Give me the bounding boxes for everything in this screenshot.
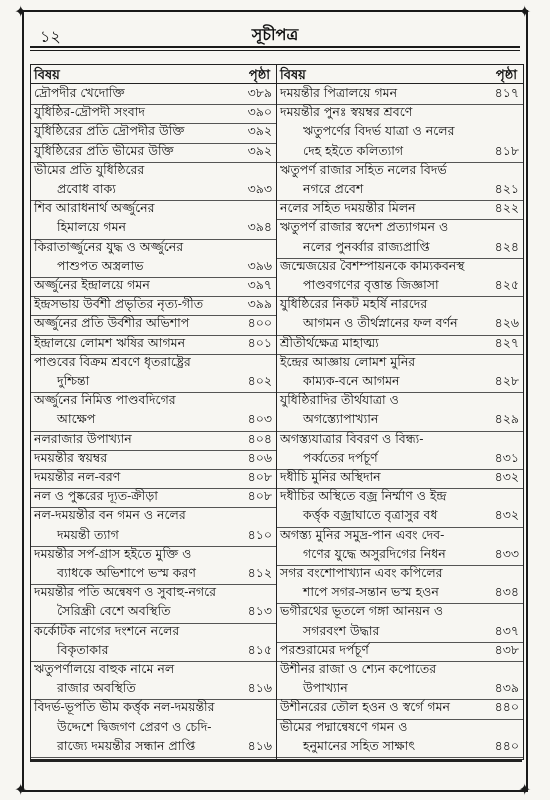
entry-page-number: ৪০৬	[247, 449, 272, 465]
contents-entry	[277, 315, 523, 335]
contents-entry	[277, 584, 523, 604]
entry-title: শাপে সগর-সন্তান ভস্ম হওন	[303, 584, 439, 600]
entry-page-number: ৪০১	[247, 334, 272, 350]
contents-entry	[31, 642, 276, 662]
entry-title: নল-দময়ন্তীর বন গমন ও নলের	[34, 507, 186, 523]
contents-entry	[31, 738, 276, 758]
contents-entry	[31, 680, 276, 700]
entry-title: কিরাতার্জ্জুনের যুদ্ধ ও অর্জ্জুনের	[34, 238, 184, 254]
contents-entry	[277, 661, 523, 680]
entry-page-number: ৩৯৭	[247, 277, 272, 292]
contents-entry	[277, 239, 523, 259]
entry-title: যুধিষ্ঠিরের প্রতি ভীমের উক্তি	[34, 142, 174, 158]
contents-entry	[31, 258, 276, 278]
contents-entry	[277, 527, 523, 546]
entry-title: ঋতুপর্ণালয়ে বাহুক নামে নল	[34, 661, 175, 676]
entry-title: পরশুরামের দর্পচূর্ণ	[280, 641, 369, 657]
entry-page-number: ৪১৭	[494, 85, 519, 100]
entry-title: নলের পুনর্ব্বার রাজ্যপ্রাপ্তি	[303, 238, 430, 254]
topic-header: বিষয়	[280, 68, 306, 83]
contents-entry	[277, 258, 523, 277]
contents-entry	[277, 431, 523, 450]
corner-ornament-bottom-left: ✦	[14, 780, 28, 799]
entry-title: অর্জ্জুনের প্রতি উর্বশীর অভিশাপ	[34, 315, 190, 331]
entry-title: দধীচির অস্থিতে বজ্র নির্ম্মাণ ও ইন্দ্র	[280, 488, 447, 504]
contents-entry	[277, 507, 523, 527]
entry-title: গণের যুদ্ধে অসুরদিগের নিধন	[303, 545, 446, 561]
contents-entry	[277, 603, 523, 622]
contents-entry	[277, 699, 523, 719]
contents-entry	[277, 181, 523, 201]
entry-page-number: ৪২৭	[494, 334, 519, 350]
contents-table	[30, 64, 524, 760]
entry-title: শিব আরাধনার্থ অর্জ্জুনের	[34, 200, 155, 216]
contents-entry	[277, 373, 523, 393]
contents-entry	[277, 642, 523, 662]
entry-page-number: ৪০৮	[247, 488, 272, 504]
entry-page-number: ৩৯০	[247, 104, 272, 120]
contents-entry	[277, 123, 523, 142]
contents-entry	[31, 373, 276, 393]
contents-entry	[31, 699, 276, 718]
right-column-header	[277, 65, 523, 84]
contents-entry	[277, 546, 523, 566]
entry-title: অর্জ্জুনের ইন্দ্রালয়ে গমন	[34, 277, 150, 292]
topic-header: বিষয়	[34, 68, 60, 83]
left-column-header	[31, 65, 276, 84]
entry-title: নলরাজার উপাখ্যান	[34, 430, 132, 446]
contents-entry	[31, 431, 276, 451]
entry-title: দময়ন্তীর পিত্রালয়ে গমন	[280, 85, 398, 100]
entry-page-number: ৪০২	[247, 373, 272, 388]
entry-title: দময়ন্তী ত্যাগ	[57, 526, 119, 542]
contents-entry	[277, 200, 523, 220]
entry-page-number: ৪৪০	[494, 737, 519, 753]
contents-entry	[31, 219, 276, 239]
page-number: ১২	[40, 27, 61, 46]
page-title: সূচীপত্র	[251, 25, 299, 44]
entry-page-number: ৪৩৪	[494, 584, 519, 600]
entry-title: দেহ হইতে কলিত্যাগ	[303, 142, 404, 158]
entry-page-number: ৪৪০	[494, 699, 519, 715]
entry-title: দময়ন্তীর স্বয়ম্বর	[34, 449, 108, 465]
entry-title: নগরে প্রবেশ	[303, 181, 364, 196]
contents-entry	[31, 104, 276, 124]
contents-entry	[31, 546, 276, 565]
entry-title: কাম্যক-বনে আগমন	[303, 373, 400, 388]
entry-title: অর্জ্জুনের নিমিত্ত পাণ্ডবদিগের	[34, 392, 176, 408]
entry-page-number: ৪৩২	[494, 507, 519, 523]
contents-entry	[277, 277, 523, 297]
contents-entry	[31, 162, 276, 181]
contents-entry	[277, 623, 523, 643]
contents-entry	[277, 392, 523, 411]
contents-entry	[277, 143, 523, 163]
entry-page-number: ৪১০	[247, 526, 272, 542]
entry-page-number: ৪৩১	[494, 449, 519, 465]
entry-page-number: ৪৩৯	[494, 680, 519, 696]
contents-entry	[277, 162, 523, 181]
entry-title: দময়ন্তীর পুনঃ স্বয়ম্বর শ্রবণে	[280, 104, 413, 120]
corner-ornament-bottom-right: ✦	[518, 780, 532, 799]
corner-ornament-top-right: ✦	[518, 2, 532, 21]
entry-title: ভগীরথের ভূতলে গঙ্গা আনয়ন ও	[280, 603, 444, 619]
contents-entry	[31, 277, 276, 297]
contents-entry	[277, 488, 523, 507]
entry-title: দুশ্চিন্তা	[57, 373, 90, 388]
right-column	[277, 65, 523, 759]
entry-title: কর্ত্তৃক বজ্রাঘাতে বৃত্রাসুর বধ	[303, 507, 438, 523]
contents-entry	[277, 738, 523, 758]
entry-page-number: ৪১৬	[247, 680, 272, 696]
entry-title: ঋতুপর্ণের বিদর্ভ যাত্রা ও নলের	[303, 123, 455, 139]
entry-page-number: ৩৯৪	[247, 219, 272, 235]
entry-title: অগস্ত্যোপাখ্যান	[303, 411, 379, 427]
entry-page-number: ৪৩২	[494, 469, 519, 484]
contents-entry	[31, 239, 276, 258]
entry-title: পাণ্ডবগণের বৃত্তান্ত জিজ্ঞাসা	[303, 277, 439, 292]
entry-title: রাজ্যে দময়ন্তীর সন্ধান প্রাপ্তি	[57, 737, 196, 753]
entry-page-number: ৪২৪	[494, 238, 519, 254]
entry-title: যুধিষ্ঠিরাদির তীর্থযাত্রা ও	[280, 392, 399, 408]
entry-title: ঋতুপর্ণ রাজার সহিত নলের বিদর্ভ	[280, 161, 447, 177]
entry-title: ভীমের পদ্মান্বেষণে গমন ও	[280, 718, 408, 734]
contents-entry	[31, 392, 276, 411]
contents-entry	[277, 719, 523, 738]
contents-entry	[277, 411, 523, 431]
entry-title: উদ্দেশে দ্বিজগণ প্রেরণ ও চেদি-	[57, 718, 212, 734]
entry-title: বিদর্ভ-ভূপতি ভীম কর্ত্তৃক নল-দময়ন্তীর	[34, 699, 215, 715]
entry-title: দ্রৌপদীর খেদোক্তি	[34, 85, 125, 100]
entry-title: নলের সহিত দময়ন্তীর মিলন	[280, 200, 416, 216]
entry-title: কর্কোটক নাগের দংশনে নলের	[34, 622, 180, 638]
contents-entry	[31, 354, 276, 373]
contents-entry	[277, 565, 523, 584]
contents-entry	[31, 123, 276, 143]
contents-entry	[31, 85, 276, 105]
entry-title: বিকৃতাকার	[57, 641, 109, 657]
entry-title: পাণ্ডবের বিক্রম শ্রবণে ধৃতরাষ্ট্রের	[34, 353, 191, 369]
entry-page-number: ৩৮৯	[247, 85, 272, 100]
entry-title: দধীচি মুনির অস্থিদান	[280, 469, 381, 484]
entry-title: শ্রীতীর্থক্ষেত্র মাহাত্ম্য	[280, 334, 379, 350]
contents-entry	[277, 219, 523, 238]
entry-title: পর্ব্বতের দর্পচূর্ণ	[303, 449, 378, 465]
entry-title: হিমালয়ে গমন	[57, 219, 126, 235]
entry-page-number: ৪০৩	[247, 411, 272, 427]
entry-page-number: ৩৯৬	[247, 257, 272, 273]
contents-entry	[31, 315, 276, 335]
entry-page-number: ৪৩৮	[494, 641, 519, 657]
contents-entry	[277, 296, 523, 315]
entry-page-number: ৪২৫	[494, 277, 519, 292]
entry-title: জন্মেজয়ের বৈশম্পায়নকে কাম্যকবনস্থ	[280, 257, 465, 273]
entry-title: ব্যাধকে অভিশাপে ভস্ম করণ	[57, 565, 196, 580]
entry-title: হনুমানের সহিত সাক্ষাৎ	[303, 737, 415, 753]
contents-entry	[31, 335, 276, 355]
entry-page-number: ৩৯২	[247, 123, 272, 139]
entry-title: দময়ন্তীর সর্প-গ্রাস হইতে মুক্তি ও	[34, 545, 192, 561]
entry-title: উশীনরের তৌল হওন ও স্বর্গে গমন	[280, 699, 450, 715]
contents-entry	[31, 565, 276, 585]
entry-title: সৈরিন্ধ্রী বেশে অবস্থিতি	[57, 603, 171, 619]
contents-entry	[31, 527, 276, 547]
contents-entry	[277, 354, 523, 373]
title-rule	[30, 46, 520, 48]
entry-page-number: ৪১৩	[247, 603, 272, 619]
entry-title: ইন্দ্রালয়ে লোমশ ঋষির আগমন	[34, 334, 186, 350]
entry-title: আগমন ও তীর্থস্নানের ফল বর্ণন	[303, 315, 458, 331]
entry-title: সগরবংশ উদ্ধার	[303, 622, 380, 638]
entry-title: অগস্ত্য মুনির সমুদ্র-পান এবং দেব-	[280, 526, 445, 542]
entry-title: যুধিষ্ঠিরের নিকট মহর্ষি নারদের	[280, 296, 428, 312]
entry-page-number: ৪১৫	[247, 641, 272, 657]
title-rule-thin	[30, 50, 520, 51]
entry-title: ঋতুপর্ণ রাজার স্বদেশ প্রত্যাগমন ও	[280, 219, 449, 235]
contents-entry	[31, 661, 276, 680]
page-header: পৃষ্ঠা	[248, 68, 270, 83]
page-header: পৃষ্ঠা	[495, 68, 517, 83]
entry-title: যুধিষ্ঠিরের প্রতি দ্রৌপদীর উক্তি	[34, 123, 185, 139]
entry-page-number: ৪২৬	[494, 315, 519, 331]
entry-page-number: ৩৯২	[247, 142, 272, 158]
contents-entry	[31, 296, 276, 316]
entry-page-number: ৪২৯	[494, 411, 519, 427]
entry-title: উপাখ্যান	[303, 680, 348, 696]
contents-entry	[31, 603, 276, 623]
entry-title: দময়ন্তীর নল-বরণ	[34, 469, 121, 484]
entry-page-number: ৪৩৭	[494, 622, 519, 638]
contents-entry	[277, 450, 523, 470]
contents-entry	[31, 143, 276, 163]
entry-title: সগর বংশোপাখ্যান এবং কপিলের	[280, 565, 443, 580]
entry-title: ইন্দ্রসভায় উর্বশী প্রভৃতির নৃত্য-গীত	[34, 296, 204, 312]
corner-ornament-top-left: ✦	[14, 2, 28, 21]
contents-entry	[277, 104, 523, 123]
contents-entry	[277, 335, 523, 355]
entry-title: নল ও পুষ্করের দ্যূত-ক্রীড়া	[34, 488, 158, 504]
entry-title: ভীমের প্রতি যুধিষ্ঠিরের	[34, 161, 145, 177]
contents-entry	[277, 680, 523, 700]
entry-page-number: ৪০৪	[247, 430, 272, 446]
entry-page-number: ৪২১	[494, 181, 519, 196]
entry-page-number: ৩৯৩	[247, 181, 272, 196]
entry-page-number: ৪২৮	[494, 373, 519, 388]
contents-entry	[31, 488, 276, 508]
entry-page-number: ৪৩৩	[494, 545, 519, 561]
bottom-rule	[30, 760, 522, 762]
entry-title: প্রবোধ বাক্য	[57, 181, 116, 196]
contents-entry	[31, 507, 276, 526]
entry-title: দময়ন্তীর পতি অন্বেষণ ও সুবাহু-নগরে	[34, 584, 216, 600]
left-column	[31, 65, 277, 759]
entry-title: আক্ষেপ	[57, 411, 96, 427]
entry-page-number: ৩৯৯	[247, 296, 272, 312]
entry-title: ইন্দ্রের আজ্ঞায় লোমশ মুনির	[280, 353, 416, 369]
entry-page-number: ৪০৮	[247, 469, 272, 484]
contents-entry	[31, 623, 276, 642]
entry-page-number: ৪১৬	[247, 737, 272, 753]
contents-entry	[277, 469, 523, 489]
contents-entry	[31, 450, 276, 470]
contents-entry	[31, 411, 276, 431]
entry-page-number: ৪১২	[247, 565, 272, 580]
contents-entry	[277, 85, 523, 105]
entry-title: অগস্ত্যযাত্রার বিবরণ ও বিন্ধ্য-	[280, 430, 424, 446]
entry-title: যুধিষ্ঠির-দ্রৌপদী সংবাদ	[34, 104, 145, 120]
entry-page-number: ৪১৮	[494, 142, 519, 158]
contents-entry	[31, 469, 276, 489]
entry-title: উশীনর রাজা ও শ্যেন কপোতের	[280, 661, 437, 676]
contents-entry	[31, 200, 276, 219]
entry-page-number: ৪০০	[247, 315, 272, 331]
contents-entry	[31, 181, 276, 201]
contents-entry	[31, 584, 276, 603]
entry-page-number: ৪২২	[494, 200, 519, 216]
contents-entry	[31, 719, 276, 738]
entry-title: পাশুপত অস্ত্রলাভ	[57, 257, 144, 273]
entry-title: রাজার অবস্থিতি	[57, 680, 136, 696]
